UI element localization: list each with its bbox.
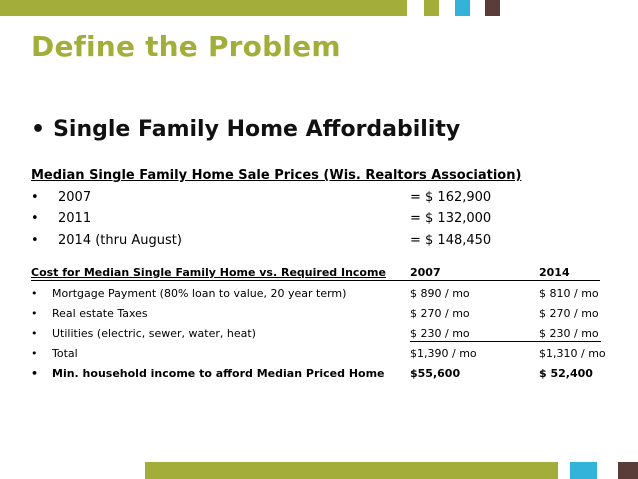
price-year: 2011 (58, 211, 92, 226)
bottom-accent-bar (145, 462, 558, 479)
cost-2007: $1,390 / mo (410, 347, 477, 360)
cost-2007: $55,600 (410, 367, 461, 380)
cost-row (0, 327, 638, 341)
cost-2014: $ 230 / mo (539, 327, 599, 340)
cost-2007: $ 890 / mo (410, 287, 470, 300)
bottom-accent-square-blue (570, 462, 597, 479)
bullet: • (31, 347, 38, 360)
column-2007-header: 2007 (410, 266, 441, 279)
top-accent-square-blue (455, 0, 470, 16)
slide-subtitle (31, 117, 460, 142)
price-year: 2007 (58, 190, 92, 205)
bullet: • (31, 233, 39, 248)
cost-2014: $1,310 / mo (539, 347, 606, 360)
cost-label: Utilities (electric, sewer, water, heat) (52, 327, 256, 340)
bullet: • (31, 211, 39, 226)
cost-row (0, 367, 638, 381)
cost-2007: $ 230 / mo (410, 327, 470, 340)
subtitle-bullet: • (31, 117, 46, 142)
price-row (0, 190, 638, 208)
bullet: • (31, 287, 38, 300)
cost-label: Total (52, 347, 78, 360)
cost-row (0, 287, 638, 301)
price-value: = $ 148,450 (410, 233, 492, 248)
price-year: 2014 (thru August) (58, 233, 182, 248)
cost-table-heading: Cost for Median Single Family Home vs. Required Income (31, 266, 386, 279)
cost-2014: $ 270 / mo (539, 307, 599, 320)
cost-table-header (0, 266, 638, 280)
cost-2007: $ 270 / mo (410, 307, 470, 320)
top-accent-bar (0, 0, 407, 16)
slide-title: Define the Problem (31, 30, 341, 63)
top-accent-square-brown (485, 0, 500, 16)
subtitle-text: Single Family Home Affordability (53, 117, 461, 142)
price-value: = $ 132,000 (410, 211, 492, 226)
bottom-accent-square-brown (618, 462, 638, 479)
column-2014-header: 2014 (539, 266, 570, 279)
cost-label: Min. household income to afford Median Priced Home (52, 367, 385, 380)
price-row (0, 233, 638, 251)
cost-row (0, 347, 638, 361)
cost-2014: $ 810 / mo (539, 287, 599, 300)
price-row (0, 211, 638, 229)
subtotal-rule (410, 341, 601, 342)
bullet: • (31, 367, 39, 380)
header-rule (31, 280, 600, 281)
prices-heading: Median Single Family Home Sale Prices (Wis. Realtors Association) (31, 168, 522, 183)
bullet: • (31, 307, 38, 320)
price-value: = $ 162,900 (410, 190, 492, 205)
cost-row (0, 307, 638, 321)
cost-label: Real estate Taxes (52, 307, 148, 320)
bullet: • (31, 327, 38, 340)
bullet: • (31, 190, 39, 205)
cost-label: Mortgage Payment (80% loan to value, 20 year term) (52, 287, 347, 300)
top-accent-square-green (424, 0, 439, 16)
cost-2014: $ 52,400 (539, 367, 593, 380)
